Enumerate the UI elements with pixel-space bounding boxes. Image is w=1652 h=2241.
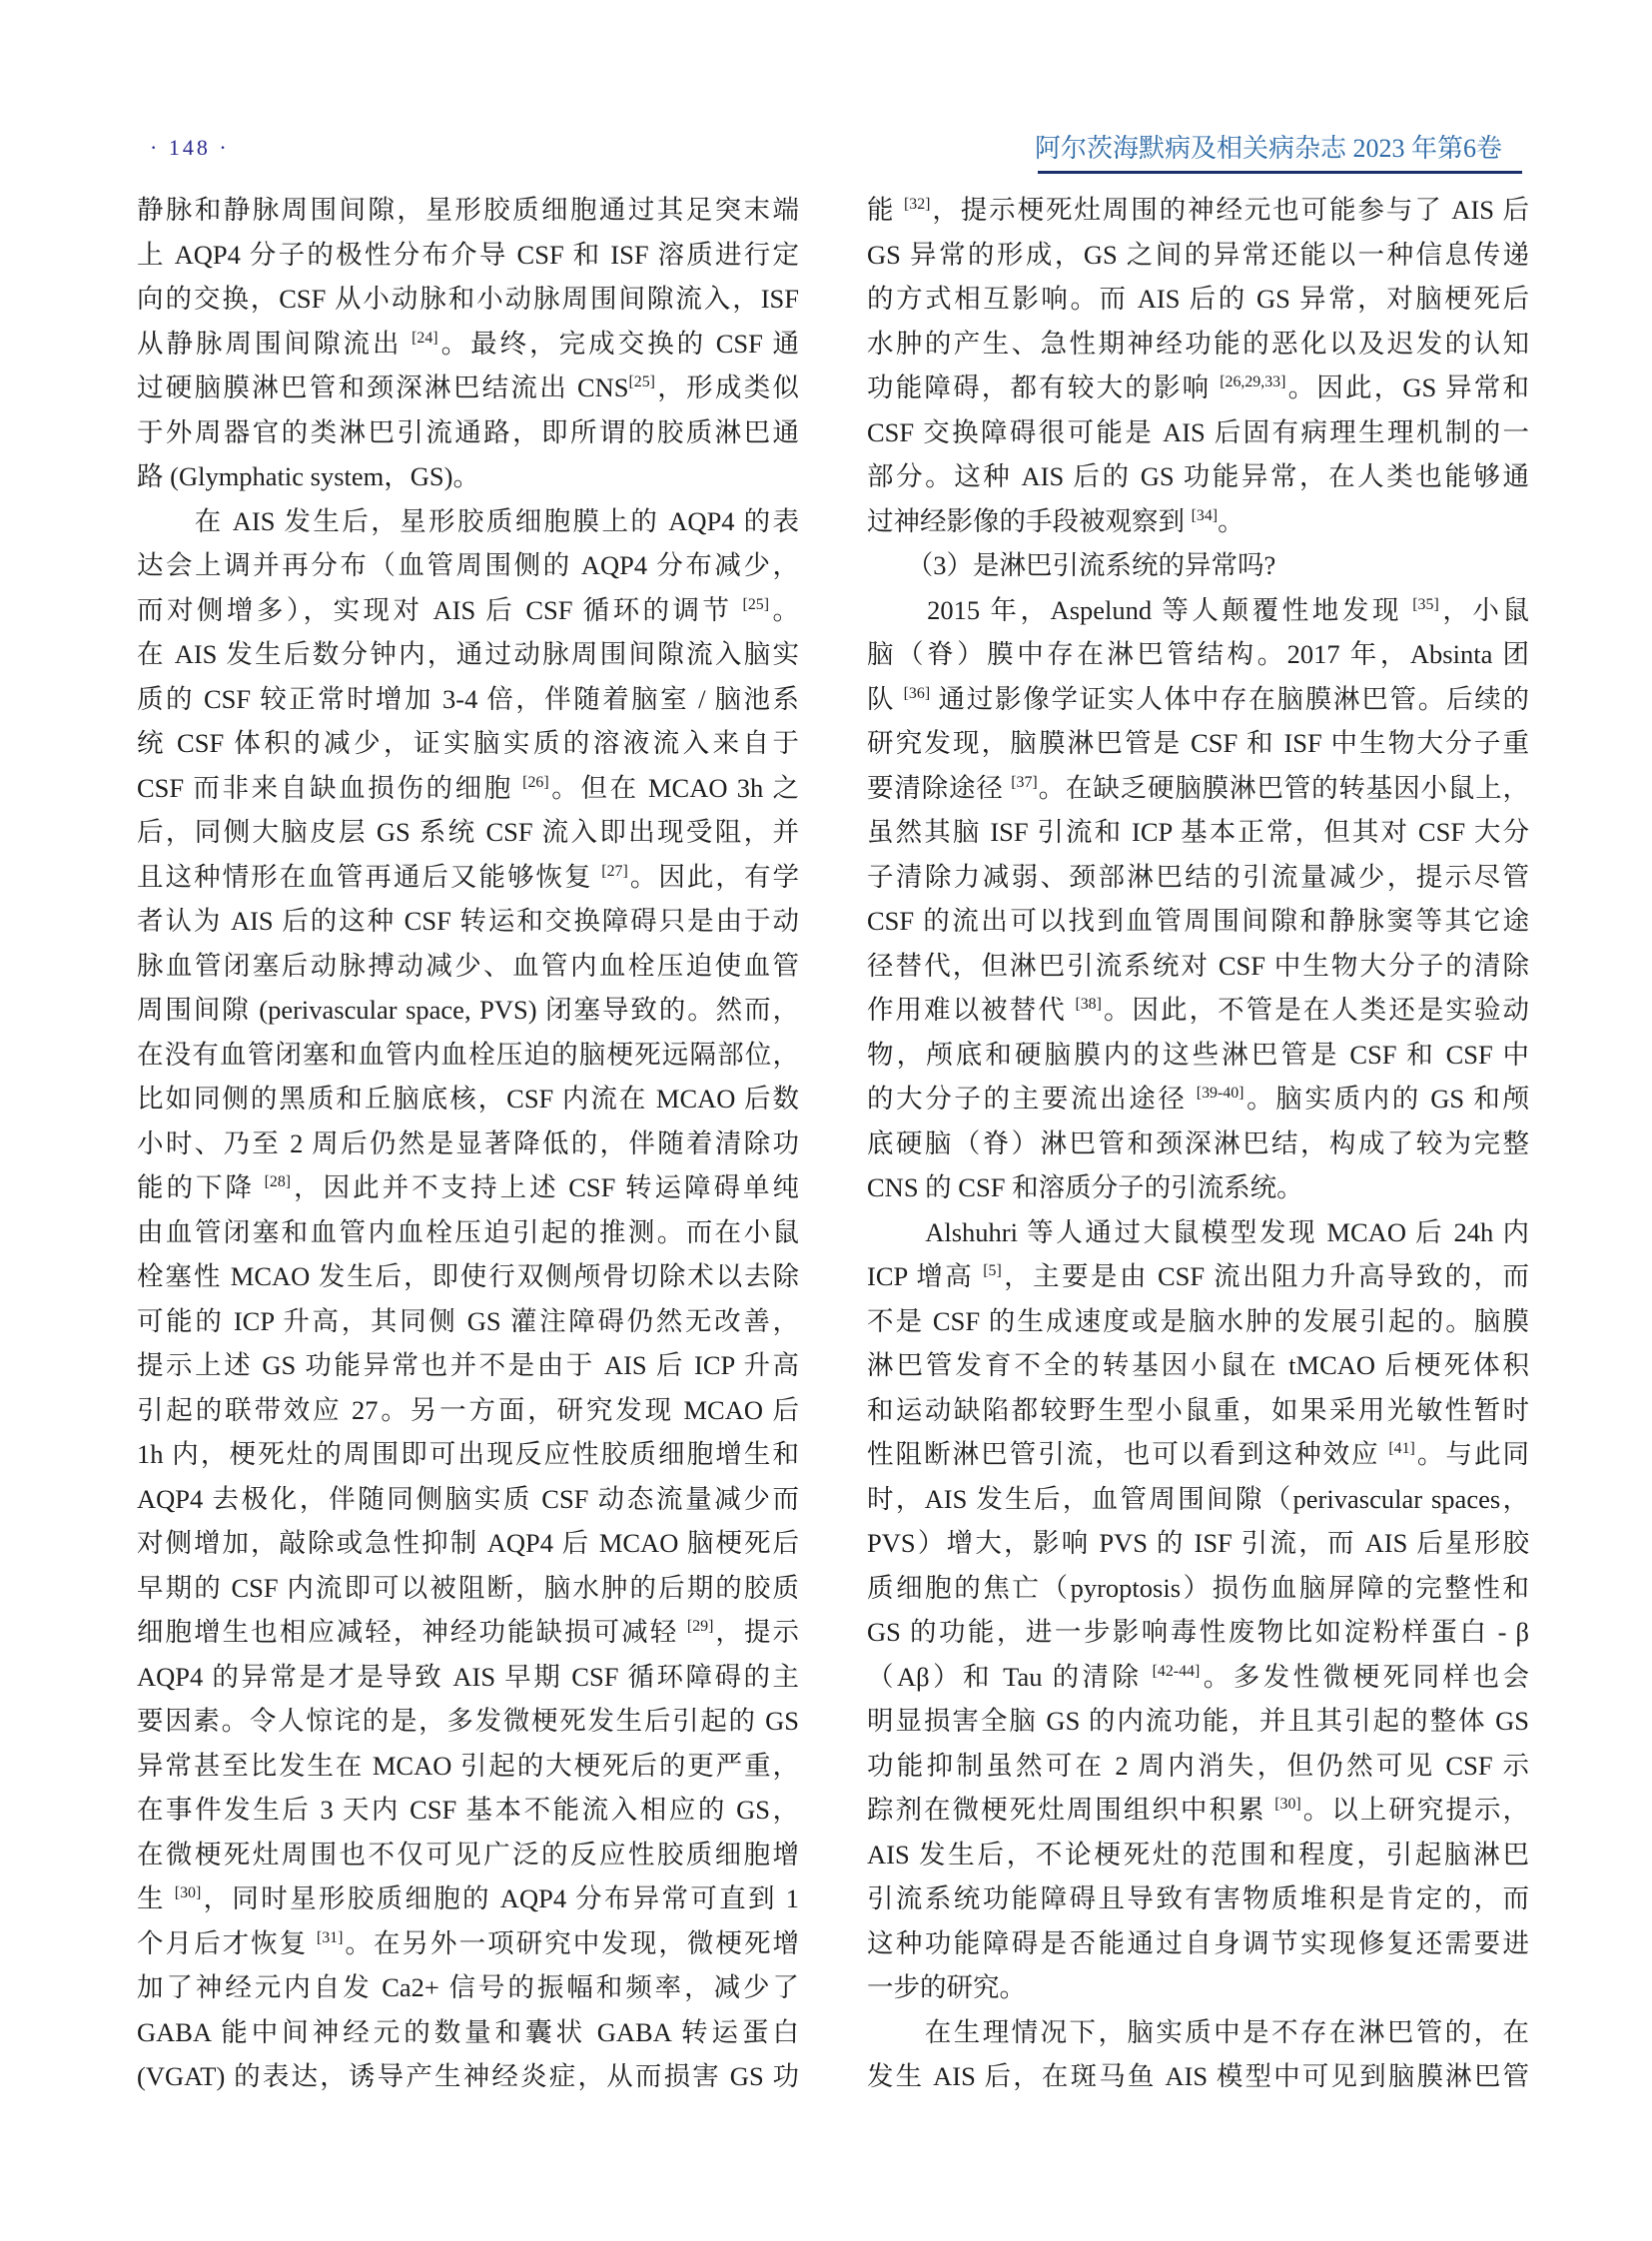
text-line: AIS 发生后，不论梗死灶的范围和程度，引起脑淋巴	[867, 1839, 1529, 1869]
citation-ref: [25]	[742, 595, 770, 613]
text-line: 过神经影像的手段被观察到 [34]。	[867, 505, 1244, 536]
text-line: 物，颅底和硬脑膜内的这些淋巴管是 CSF 和 CSF 中	[867, 1039, 1529, 1070]
text-line: (VGAT) 的表达，诱导产生神经炎症，从而损害 GS 功	[137, 2061, 799, 2091]
text-line: 者认为 AIS 后的这种 CSF 转运和交换障碍只是由于动	[137, 906, 799, 936]
text-line: CNS 的 CSF 和溶质分子的引流系统。	[867, 1172, 1303, 1202]
text-line: 提示上述 GS 功能异常也并不是由于 AIS 后 ICP 升高	[137, 1350, 799, 1380]
text-line: 底硬脑（脊）淋巴管和颈深淋巴结，构成了较为完整	[867, 1127, 1529, 1158]
citation-ref: [26]	[522, 773, 549, 791]
text-line: 脉血管闭塞后动脉搏动减少、血管内血栓压迫使血管	[137, 950, 799, 981]
text-line: 统 CSF 体积的减少，证实脑实质的溶液流入来自于	[137, 728, 799, 758]
citation-ref: [27]	[601, 862, 628, 880]
text-line: CSF 交换障碍很可能是 AIS 后固有病理生理机制的一	[867, 416, 1529, 447]
text-line: AQP4 的异常是才是导致 AIS 早期 CSF 循环障碍的主	[137, 1661, 799, 1692]
text-line: 周围间隙 (perivascular space, PVS) 闭塞导致的。然而，	[137, 995, 799, 1025]
citation-ref: [26,29,33]	[1220, 374, 1286, 391]
text-line: 队 [36] 通过影像学证实人体中存在脑膜淋巴管。后续的	[867, 683, 1529, 714]
text-line: 要清除途径 [37]。在缺乏硬脑膜淋巴管的转基因小鼠上，	[867, 772, 1529, 803]
text-line: 质的 CSF 较正常时增加 3-4 倍，伴随着脑室 / 脑池系	[137, 683, 799, 714]
text-line: 时，AIS 发生后，血管周围间隙（perivascular spaces，	[867, 1483, 1529, 1514]
text-line: 生 [30]，同时星形胶质细胞的 AQP4 分布异常可直到 1	[137, 1883, 799, 1913]
text-line: 踪剂在微梗死灶周围组织中积累 [30]。以上研究提示，	[867, 1795, 1529, 1825]
text-line: 个月后才恢复 [31]。在另外一项研究中发现，微梗死增	[137, 1927, 799, 1958]
citation-ref: [38]	[1075, 996, 1102, 1014]
text-line: 早期的 CSF 内流即可以被阻断，脑水肿的后期的胶质	[137, 1572, 799, 1603]
citation-ref: [29]	[686, 1618, 714, 1636]
text-line: 径替代，但淋巴引流系统对 CSF 中生物大分子的清除	[867, 950, 1529, 981]
text-line: 和运动缺陷都较野生型小鼠重，如果采用光敏性暂时	[867, 1394, 1529, 1425]
text-line: 脑（脊）膜中存在淋巴管结构。2017 年，Absinta 团	[867, 639, 1529, 669]
text-line: 达会上调并再分布（血管周围侧的 AQP4 分布减少，	[137, 550, 799, 580]
text-line: 的方式相互影响。而 AIS 后的 GS 异常，对脑梗死后	[867, 284, 1529, 314]
text-line: 的大分子的主要流出途径 [39-40]。脑实质内的 GS 和颅	[867, 1084, 1529, 1114]
citation-ref: [25]	[628, 374, 655, 391]
text-line: 要因素。令人惊诧的是，多发微梗死发生后引起的 GS	[137, 1706, 799, 1736]
text-line: 上 AQP4 分子的极性分布介导 CSF 和 ISF 溶质进行定	[137, 239, 799, 270]
text-line: 子清除力减弱、颈部淋巴结的引流量减少，提示尽管	[867, 861, 1529, 892]
citation-ref: [37]	[1011, 773, 1038, 791]
text-line: 细胞增生也相应减轻，神经功能缺损可减轻 [29]，提示	[137, 1617, 799, 1647]
text-line: 在微梗死灶周围也不仅可见广泛的反应性胶质细胞增	[137, 1839, 799, 1869]
text-line: （Aβ）和 Tau 的清除 [42-44]。多发性微梗死同样也会	[867, 1661, 1529, 1692]
text-line: 功能障碍，都有较大的影响 [26,29,33]。因此，GS 异常和	[867, 373, 1529, 402]
text-line: 在没有血管闭塞和血管内血栓压迫的脑梗死远隔部位，	[137, 1039, 799, 1070]
text-line: 加了神经元内自发 Ca2+ 信号的振幅和频率，减少了	[137, 1972, 799, 2002]
journal-title: 阿尔茨海默病及相关病杂志 2023 年第6卷	[1034, 134, 1502, 163]
text-line: 引流系统功能障碍且导致有害物质堆积是肯定的，而	[867, 1883, 1529, 1913]
citation-ref: [39-40]	[1196, 1085, 1244, 1103]
text-line: 研究发现，脑膜淋巴管是 CSF 和 ISF 中生物大分子重	[867, 728, 1529, 758]
header-rule	[1038, 171, 1522, 174]
text-column-right	[867, 188, 1529, 2099]
text-line: 功能抑制虽然可在 2 周内消失，但仍然可见 CSF 示	[867, 1750, 1529, 1781]
text-line: 可能的 ICP 升高，其同侧 GS 灌注障碍仍然无改善，	[137, 1305, 799, 1336]
text-line: 2015 年，Aspelund 等人颠覆性地发现 [35]，小鼠	[867, 594, 1529, 625]
text-line: 性阻断淋巴管引流，也可以看到这种效应 [41]。与此同	[867, 1439, 1529, 1469]
text-line: 这种功能障碍是否能通过自身调节实现修复还需要进	[867, 1927, 1529, 1958]
citation-ref: [5]	[983, 1262, 1002, 1280]
text-line: （3）是淋巴引流系统的异常吗?	[867, 550, 1276, 580]
text-line: ICP 增高 [5]，主要是由 CSF 流出阻力升高导致的，而	[867, 1261, 1529, 1291]
text-line: GS 的功能，进一步影响毒性废物比如淀粉样蛋白 - β	[867, 1617, 1529, 1647]
text-line: 淋巴管发育不全的转基因小鼠在 tMCAO 后梗死体积	[867, 1350, 1529, 1380]
text-line: 路 (Glymphatic system，GS)。	[137, 461, 479, 491]
text-line: 对侧增加，敲除或急性抑制 AQP4 后 MCAO 脑梗死后	[137, 1528, 799, 1558]
text-line: 静脉和静脉周围间隙，星形胶质细胞通过其足突末端	[137, 195, 799, 225]
citation-ref: [32]	[903, 196, 931, 214]
text-line: 过硬脑膜淋巴管和颈深淋巴结流出 CNS[25]，形成类似	[137, 373, 799, 402]
text-line: GS 异常的形成，GS 之间的异常还能以一种信息传递	[867, 239, 1529, 270]
text-line: 能 [32]，提示梗死灶周围的神经元也可能参与了 AIS 后	[867, 195, 1529, 225]
text-line: 引起的联带效应 27。另一方面，研究发现 MCAO 后	[137, 1394, 799, 1425]
text-line: 而对侧增多），实现对 AIS 后 CSF 循环的调节 [25]。	[137, 594, 799, 625]
text-line: 在 AIS 发生后数分钟内，通过动脉周围间隙流入脑实	[137, 639, 799, 669]
text-line: 在事件发生后 3 天内 CSF 基本不能流入相应的 GS，	[137, 1795, 799, 1825]
citation-ref: [42-44]	[1152, 1662, 1201, 1680]
text-line: 异常甚至比发生在 MCAO 引起的大梗死后的更严重，	[137, 1750, 799, 1781]
page-number: · 148 ·	[150, 135, 230, 160]
text-line: 比如同侧的黑质和丘脑底核，CSF 内流在 MCAO 后数	[137, 1084, 799, 1114]
text-line: 能的下降 [28]，因此并不支持上述 CSF 转运障碍单纯	[137, 1172, 799, 1202]
citation-ref: [36]	[903, 684, 931, 702]
text-line: Alshuhri 等人通过大鼠模型发现 MCAO 后 24h 内	[867, 1216, 1529, 1247]
text-line: 虽然其脑 ISF 引流和 ICP 基本正常，但其对 CSF 大分	[867, 817, 1529, 847]
text-line: 栓塞性 MCAO 发生后，即使行双侧颅骨切除术以去除	[137, 1261, 799, 1291]
citation-ref: [41]	[1388, 1440, 1415, 1458]
text-column-left	[137, 188, 799, 2099]
citation-ref: [30]	[174, 1884, 202, 1902]
citation-ref: [34]	[1191, 506, 1219, 524]
text-line: 从静脉周围间隙流出 [24]。最终，完成交换的 CSF 通	[137, 328, 799, 359]
text-line: 一步的研究。	[867, 1972, 1026, 2002]
text-line: 在生理情况下，脑实质中是不存在淋巴管的，在	[867, 2016, 1529, 2047]
text-line: 向的交换，CSF 从小动脉和小动脉周围间隙流入，ISF	[137, 284, 799, 314]
text-line: 作用难以被替代 [38]。因此，不管是在人类还是实验动	[867, 995, 1529, 1025]
text-line: 由血管闭塞和血管内血栓压迫引起的推测。而在小鼠	[137, 1216, 799, 1247]
text-line: CSF 的流出可以找到血管周围间隙和静脉窦等其它途	[867, 906, 1529, 936]
text-line: 小时、乃至 2 周后仍然是显著降低的，伴随着清除功	[137, 1127, 799, 1158]
text-line: 部分。这种 AIS 后的 GS 功能异常，在人类也能够通	[867, 461, 1529, 491]
text-line: 质细胞的焦亡（pyroptosis）损伤血脑屏障的完整性和	[867, 1572, 1529, 1603]
text-line: 在 AIS 发生后，星形胶质细胞膜上的 AQP4 的表	[137, 505, 799, 536]
text-line: CSF 而非来自缺血损伤的细胞 [26]。但在 MCAO 3h 之	[137, 772, 799, 803]
citation-ref: [35]	[1412, 595, 1439, 613]
citation-ref: [24]	[412, 329, 438, 347]
text-line: 发生 AIS 后，在斑马鱼 AIS 模型中可见到脑膜淋巴管	[867, 2061, 1529, 2091]
text-line: PVS）增大，影响 PVS 的 ISF 引流，而 AIS 后星形胶	[867, 1528, 1529, 1558]
text-line: 后，同侧大脑皮层 GS 系统 CSF 流入即出现受阻，并	[137, 817, 799, 847]
citation-ref: [28]	[264, 1173, 292, 1191]
text-line: 水肿的产生、急性期神经功能的恶化以及迟发的认知	[867, 328, 1529, 359]
text-line: 明显损害全脑 GS 的内流功能，并且其引起的整体 GS	[867, 1706, 1529, 1736]
text-line: 于外周器官的类淋巴引流通路，即所谓的胶质淋巴通	[137, 416, 799, 447]
text-line: 不是 CSF 的生成速度或是脑水肿的发展引起的。脑膜	[867, 1305, 1529, 1336]
text-line: 1h 内，梗死灶的周围即可出现反应性胶质细胞增生和	[137, 1439, 799, 1469]
citation-ref: [30]	[1274, 1796, 1301, 1814]
text-line: 且这种情形在血管再通后又能够恢复 [27]。因此，有学	[137, 861, 799, 892]
text-line: GABA 能中间神经元的数量和囊状 GABA 转运蛋白	[137, 2016, 799, 2047]
text-line: AQP4 去极化，伴随同侧脑实质 CSF 动态流量减少而	[137, 1483, 799, 1514]
citation-ref: [31]	[316, 1928, 344, 1946]
